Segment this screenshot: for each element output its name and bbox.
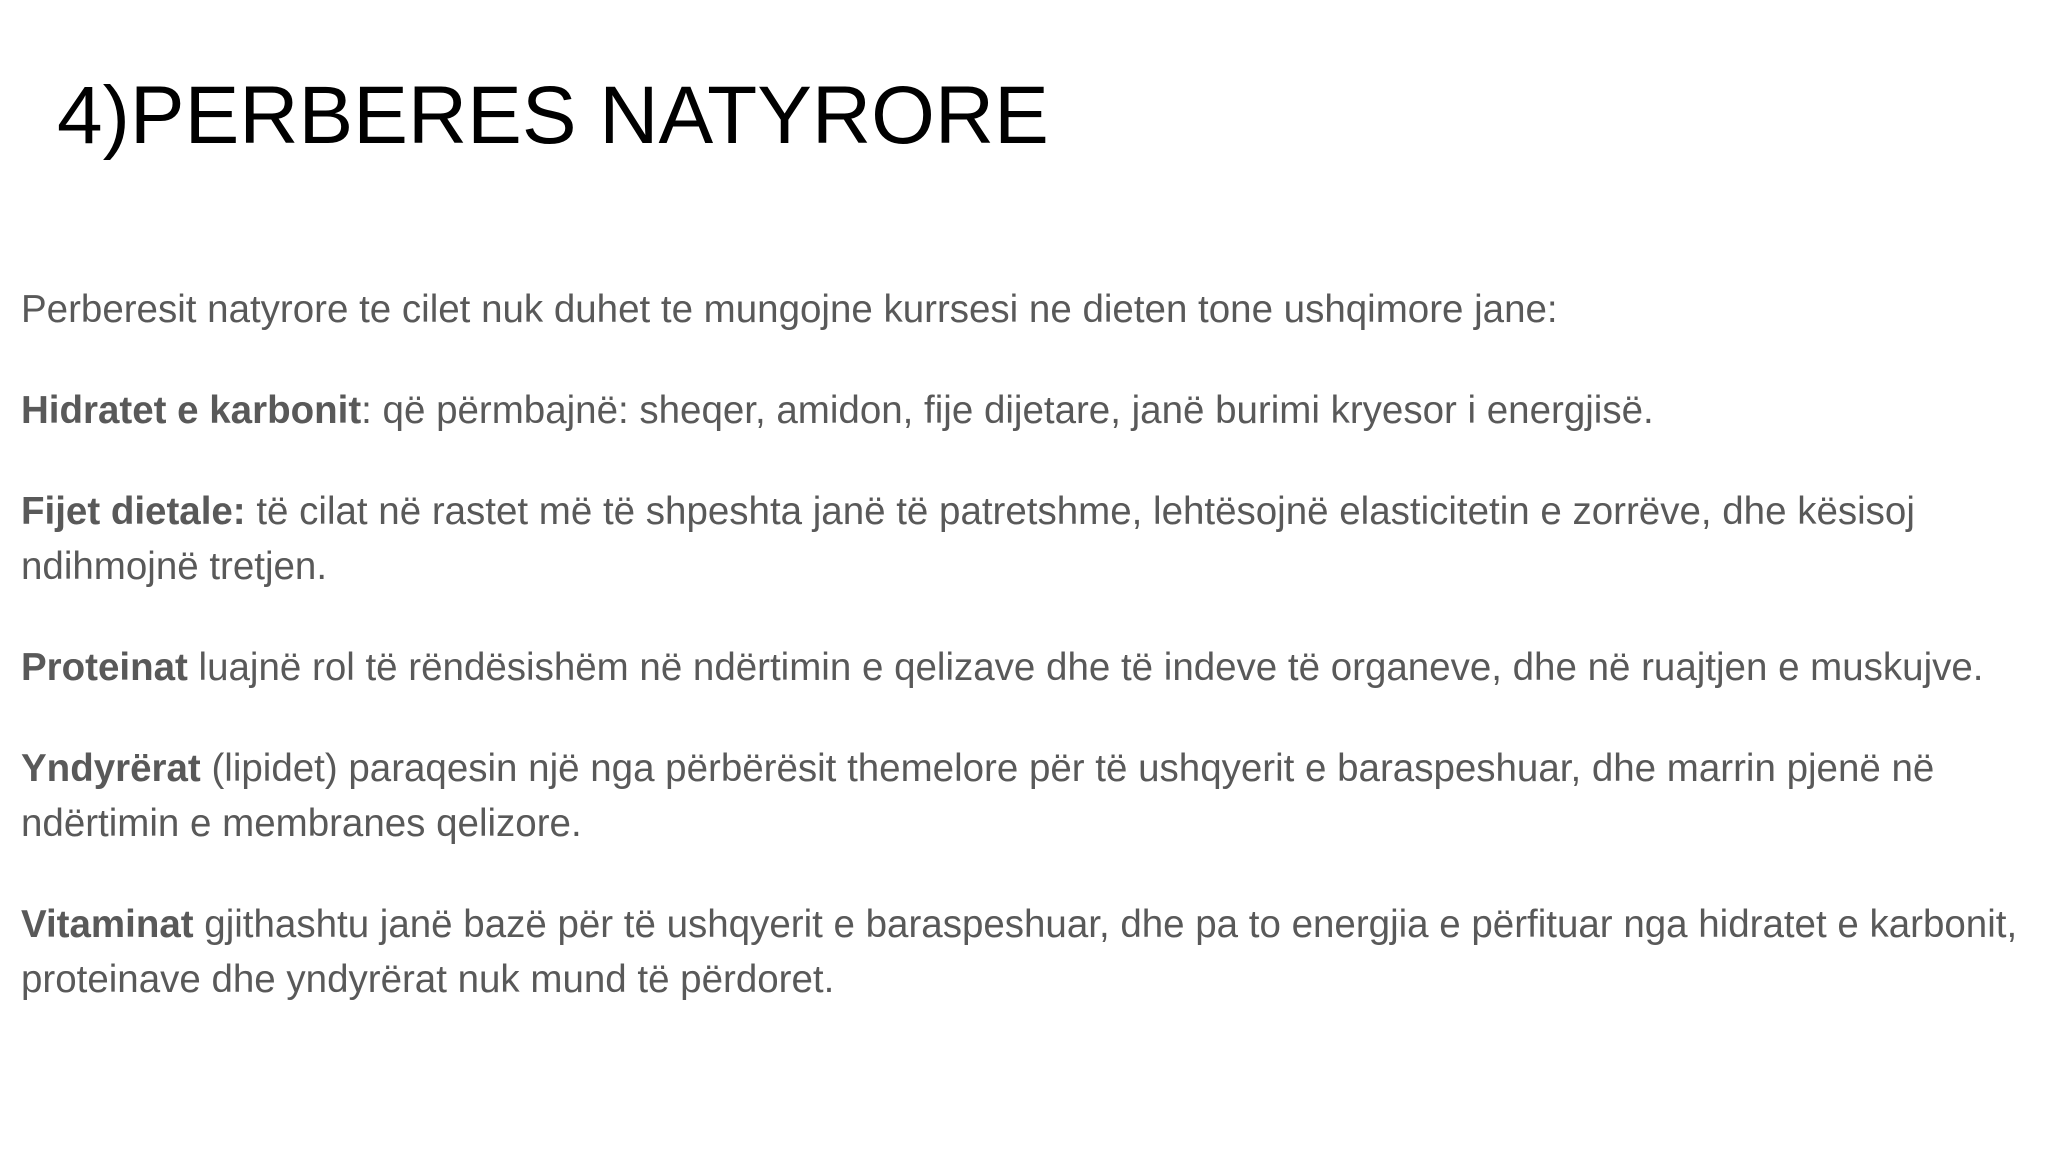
term-fats: Yndyrërat bbox=[21, 747, 201, 790]
text-vitamins: gjithashtu janë bazë për të ushqyerit e baraspeshuar, dhe pa to energjia e përfituar nga hidratet e karbonit, proteinave dhe yndyrërat nuk mund të përdoret. bbox=[21, 903, 2018, 1001]
intro-paragraph: Perberesit natyrore te cilet nuk duhet te mungojne kurrsesi ne dieten tone ushqimore jane: bbox=[21, 288, 1558, 331]
term-vitamins: Vitaminat bbox=[21, 903, 194, 946]
slide-body bbox=[21, 282, 2021, 1053]
paragraph-carbohydrates bbox=[21, 383, 2021, 438]
paragraph-dietary-fiber bbox=[21, 484, 2021, 594]
text-dietary-fiber: të cilat në rastet më të shpeshta janë të patretshme, lehtësojnë elasticitetin e zorrëve, dhe kësisoj ndihmojnë tretjen. bbox=[21, 490, 1915, 588]
paragraph-proteins bbox=[21, 640, 2021, 695]
term-dietary-fiber: Fijet dietale: bbox=[21, 490, 246, 533]
text-carbohydrates: : që përmbajnë: sheqer, amidon, fije dijetare, janë burimi kryesor i energjisë. bbox=[361, 389, 1654, 432]
term-carbohydrates: Hidratet e karbonit bbox=[21, 389, 362, 432]
slide-title: 4)PERBERES NATYRORE bbox=[57, 70, 1049, 161]
text-fats: (lipidet) paraqesin një nga përbërësit themelore për të ushqyerit e baraspeshuar, dhe marrin pjenë në ndërtimin e membranes qelizore. bbox=[21, 747, 1935, 845]
term-proteins: Proteinat bbox=[21, 646, 188, 689]
paragraph-vitamins bbox=[21, 897, 2021, 1007]
text-proteins: luajnë rol të rëndësishëm në ndërtimin e qelizave dhe të indeve të organeve, dhe në ruajtjen e muskujve. bbox=[187, 646, 1984, 689]
paragraph-fats bbox=[21, 741, 2021, 851]
